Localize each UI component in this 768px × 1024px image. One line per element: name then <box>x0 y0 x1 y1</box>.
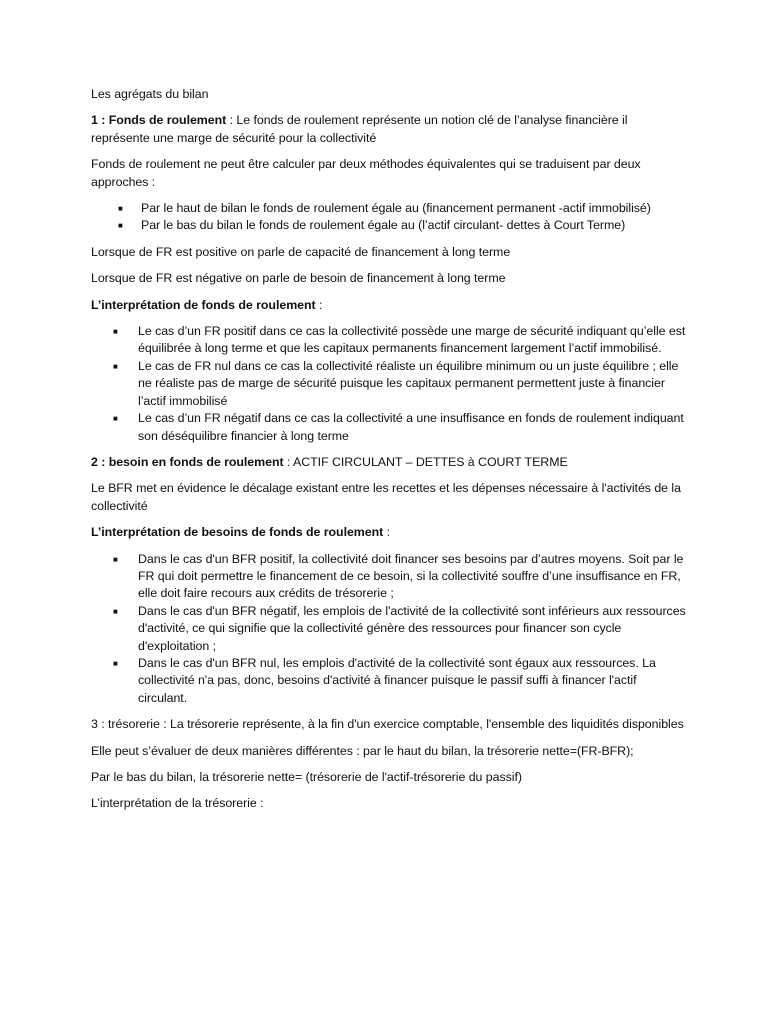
fr-negative-paragraph: Lorsque de FR est négative on parle de besoin de financement à long terme <box>91 271 506 286</box>
fr-interpretation-heading <box>91 297 688 314</box>
list-item-text: Le cas d’un FR négatif dans ce cas la collectivité a une insuffisance en fonds de roulement indiquant son déséquilibre financier à long terme <box>138 411 684 443</box>
list-item <box>91 655 688 707</box>
fr-positive-paragraph: Lorsque de FR est positive on parle de capacité de financement à long terme <box>91 244 511 259</box>
list-item-text: Dans le cas d'un BFR positif, la collectivité doit financer ses besoins par d’autres moyens. Soit par le FR qui doit permettre le financement de ce besoin, si la collectivité souffre d’une insuffisance en FR, elle doit faire recours aux crédits de trésorerie ; <box>138 551 684 601</box>
list-item <box>91 551 688 603</box>
heading-bold: L’interprétation de besoins de fonds de roulement <box>91 525 384 540</box>
bullet-icon: ■ <box>118 221 123 231</box>
heading-bold: L’interprétation de fonds de roulement <box>91 297 316 312</box>
section-2-text: : ACTIF CIRCULANT – DETTES à COURT TERME <box>283 454 568 469</box>
tresorerie-bottom-method: Par le bas du bilan, la trésorerie nette= (trésorerie de l'actif-trésorerie du passif) <box>91 770 522 784</box>
list-item-text: Le cas d’un FR positif dans ce cas la collectivité possède une marge de sécurité indiquant qu’elle est équilibrée à long terme et que les capitaux permanents financement largement l’actif immobilisé. <box>138 324 686 356</box>
heading-colon: : <box>383 525 391 540</box>
section-1-heading: 1 : Fonds de roulement <box>91 113 227 128</box>
methods-list <box>91 200 688 235</box>
section-2-intro <box>91 454 688 471</box>
section-2-heading: 2 : besoin en fonds de roulement <box>91 454 284 469</box>
list-item <box>91 410 688 445</box>
bfr-interpretation-heading <box>91 524 688 541</box>
bullet-icon: ■ <box>113 554 118 564</box>
bfr-paragraph: Le BFR met en évidence le décalage existant entre les recettes et les dépenses nécessaire à l'activités de la collectivité <box>91 481 681 513</box>
heading-colon: : <box>315 297 323 312</box>
document-title: Les agrégats du bilan <box>91 87 209 101</box>
list-item-text: Dans le cas d'un BFR négatif, les emplois de l'activité de la collectivité sont inférieurs aux ressources d'activité, ce qui signifie que la collectivité génère des ressources pour financer son cycle d'exploitation ; <box>138 603 686 653</box>
section-1-text: : Le fonds de roulement représente un notion clé de l’analyse financière il représente une marge de sécurité pour la collectivité <box>91 113 628 145</box>
list-item-text: Le cas de FR nul dans ce cas la collectivité réaliste un équilibre minimum ou un juste équilibre ; elle ne réaliste pas de marge de sécurité puisque les capitaux permanent permettent juste à financier l’actif immobilisé <box>138 358 679 408</box>
bullet-icon: ■ <box>113 361 118 371</box>
tresorerie-definition: 3 : trésorerie : La trésorerie représente, à la fin d'un exercice comptable, l'ensemble des liquidités disponibles <box>91 717 684 732</box>
tresorerie-top-method: Elle peut s’évaluer de deux manières différentes : par le haut du bilan, la trésorerie nette=(FR-BFR); <box>91 743 634 758</box>
bullet-icon: ■ <box>113 606 118 616</box>
list-item <box>91 323 688 358</box>
bullet-icon: ■ <box>118 204 123 214</box>
section-1-methods-intro: Fonds de roulement ne peut être calculer par deux méthodes équivalentes qui se traduisent par deux approches : <box>91 157 641 189</box>
fr-interpretation-list <box>91 323 688 445</box>
list-item-text: Dans le cas d'un BFR nul, les emplois d'activité de la collectivité sont égaux aux ressources. La collectivité n'a pas, donc, besoins d'activité à financer puisque le passif suffi à financer l'actif circulant. <box>138 655 656 705</box>
list-item <box>91 358 688 410</box>
list-item-text: Par le haut de bilan le fonds de roulement égale au (financement permanent -actif immobilisé) <box>141 201 651 216</box>
bullet-icon: ■ <box>113 327 118 337</box>
list-item <box>91 217 668 234</box>
list-item <box>91 603 688 655</box>
list-item <box>91 200 668 217</box>
section-1-intro <box>91 112 688 147</box>
bullet-icon: ■ <box>113 414 118 424</box>
list-item-text: Par le bas du bilan le fonds de roulement égale au (l’actif circulant- dettes à Court Terme) <box>141 218 626 233</box>
bullet-icon: ■ <box>113 658 118 668</box>
bfr-interpretation-list <box>91 551 688 708</box>
tresorerie-interpretation-heading: L’interprétation de la trésorerie : <box>91 796 264 811</box>
